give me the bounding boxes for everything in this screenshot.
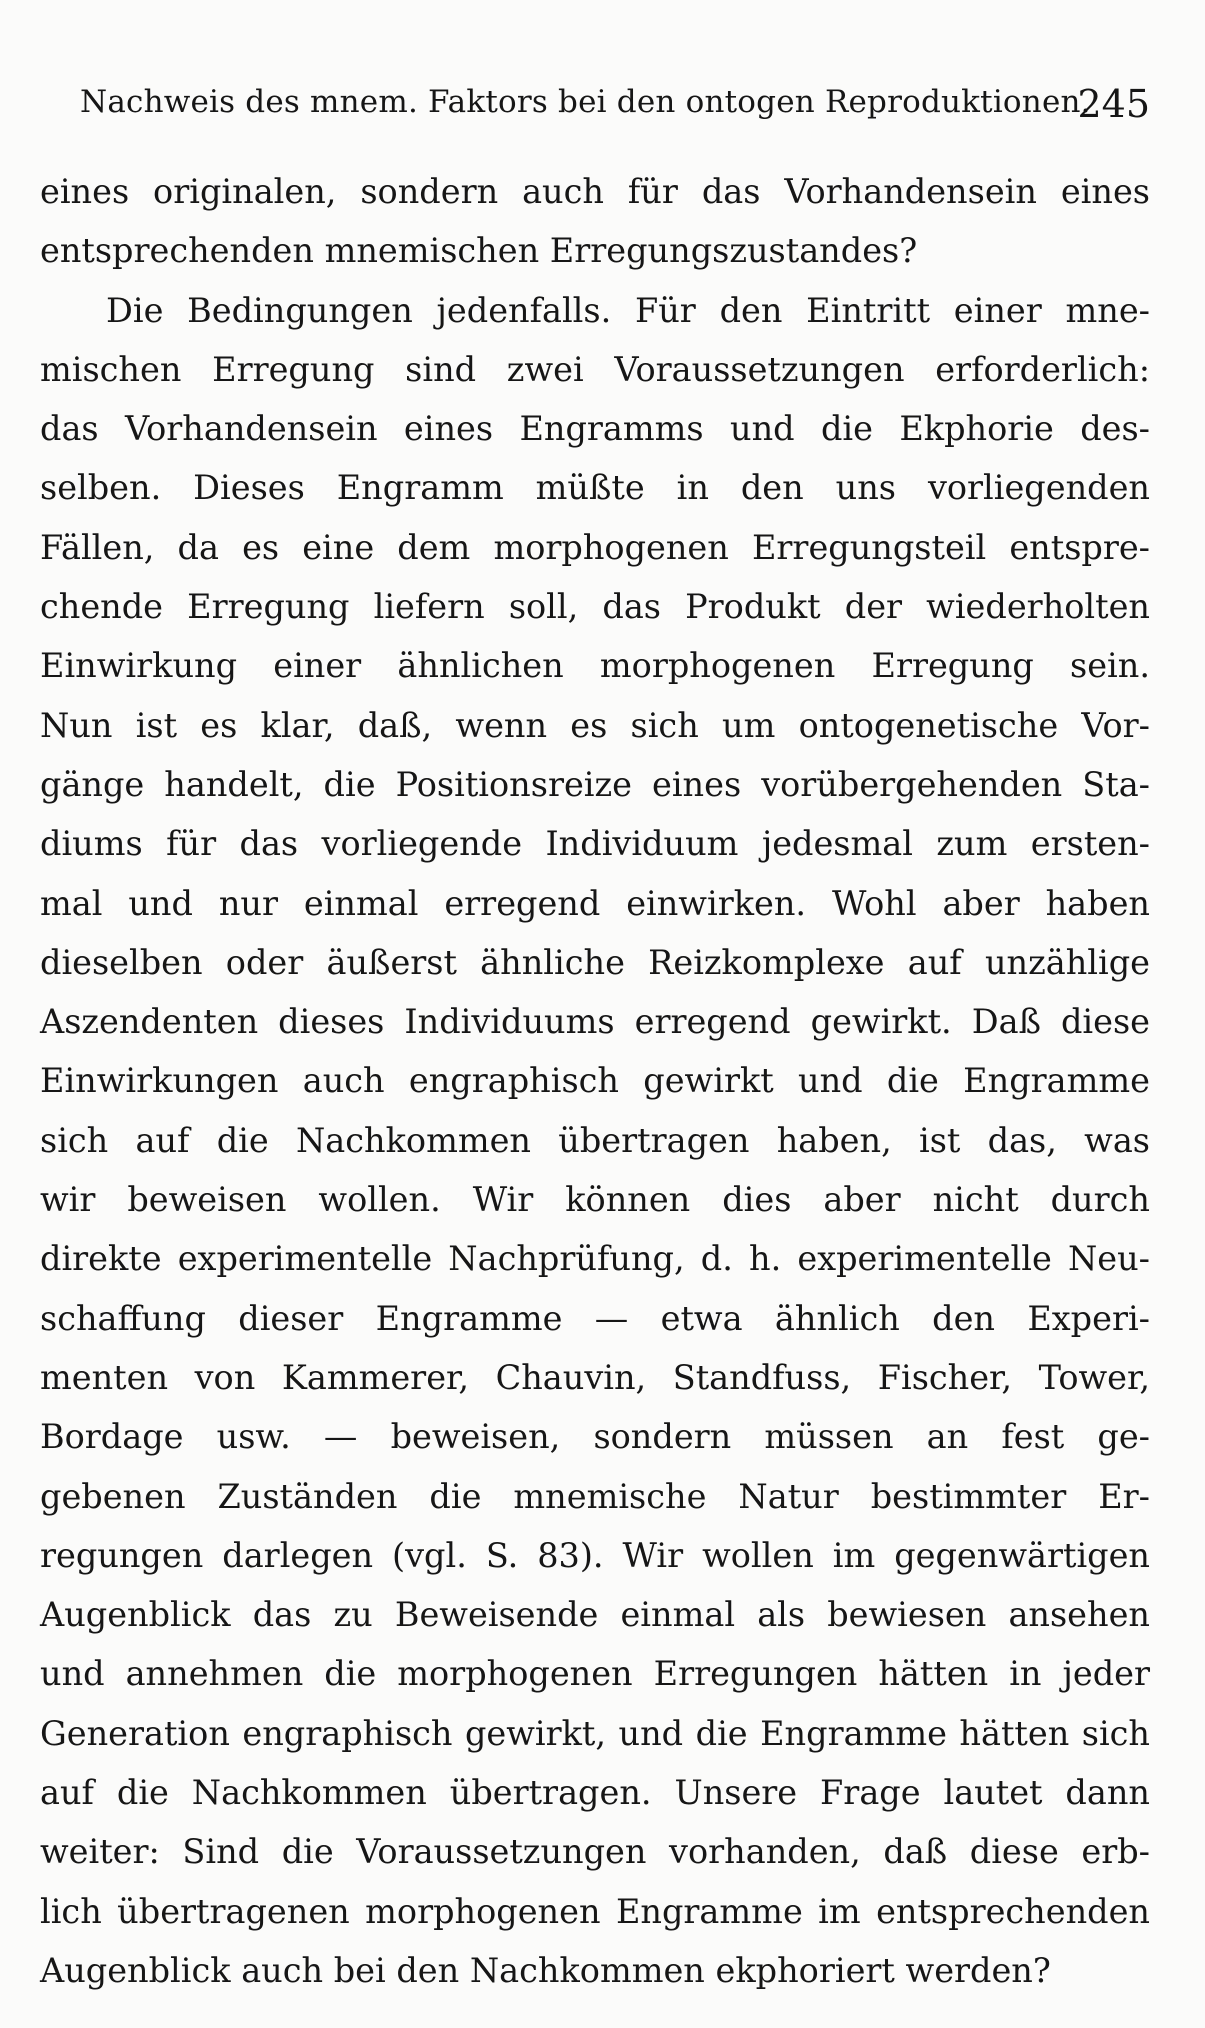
text-line: gänge handelt, die Positionsreize eines vorübergehenden Sta- [40,764,1150,804]
text-line: das Vorhandensein eines Engramms und die Ekphorie des- [40,409,1150,449]
text-line: eines originalen, sondern auch für das Vorhandensein eines [40,172,1150,211]
page-number: 245 [1077,82,1150,126]
text-line: dieselben oder äußerst ähnliche Reizkomplexe auf unzählige [40,942,1150,982]
text-line: wir beweisen wollen. Wir können dies aber nicht durch [40,1180,1150,1220]
text-line: direkte experimentelle Nachprüfung, d. h. experimentelle Neu- [40,1239,1150,1279]
text-line: chende Erregung liefern soll, das Produkt der wiederholten [40,587,1150,627]
text-line: schaffung dieser Engramme — etwa ähnlich den Experi- [40,1298,1150,1338]
text-line: weiter: Sind die Voraussetzungen vorhanden, daß diese erb- [40,1832,1150,1872]
text-line: Augenblick auch bei den Nachkommen ekphoriert werden? [40,1950,1051,1990]
text-line: Aszendenten dieses Individuums erregend gewirkt. Daß diese [40,1002,1150,1042]
text-line: mischen Erregung sind zwei Voraussetzungen erforderlich: [40,349,1150,389]
running-head-title: Nachweis des mnem. Faktors bei den ontogen Reproduktionen. [80,84,1091,120]
text-line: Fällen, da es eine dem morphogenen Erregungsteil entspre- [40,527,1150,567]
paragraph-first-line: Die Bedingungen jedenfalls. Für den Eintritt einer mne- [106,290,1150,330]
text-line: lich übertragenen morphogenen Engramme im entsprechenden [40,1891,1150,1931]
text-line: und annehmen die morphogenen Erregungen hätten in jeder [40,1654,1150,1694]
text-line: sich auf die Nachkommen übertragen haben, ist das, was [40,1120,1150,1160]
body-text [40,162,1150,2000]
text-line: Einwirkungen auch engraphisch gewirkt und die Engramme [40,1061,1150,1101]
text-line: Augenblick das zu Beweisende einmal als bewiesen ansehen [40,1595,1150,1635]
text-line: Generation engraphisch gewirkt, und die Engramme hätten sich [40,1713,1150,1753]
text-line: menten von Kammerer, Chauvin, Standfuss, Fischer, Tower, [40,1357,1150,1397]
text-line: diums für das vorliegende Individuum jedesmal zum ersten- [40,824,1150,864]
text-line: Nun ist es klar, daß, wenn es sich um ontogenetische Vor- [40,705,1150,745]
text-line: Einwirkung einer ähnlichen morphogenen Erregung sein. [40,646,1150,686]
text-line: selben. Dieses Engramm müßte in den uns vorliegenden [40,468,1150,508]
running-head [80,72,1150,132]
text-line: entsprechenden mnemischen Erregungszustandes? [40,231,918,271]
text-line: gebenen Zuständen die mnemische Natur bestimmter Er- [40,1476,1150,1516]
text-line: regungen darlegen (vgl. S. 83). Wir wollen im gegenwärtigen [40,1535,1150,1575]
text-line: Bordage usw. — beweisen, sondern müssen an fest ge- [40,1417,1150,1457]
text-line: mal und nur einmal erregend einwirken. Wohl aber haben [40,883,1150,923]
text-line: auf die Nachkommen übertragen. Unsere Frage lautet dann [40,1773,1150,1813]
